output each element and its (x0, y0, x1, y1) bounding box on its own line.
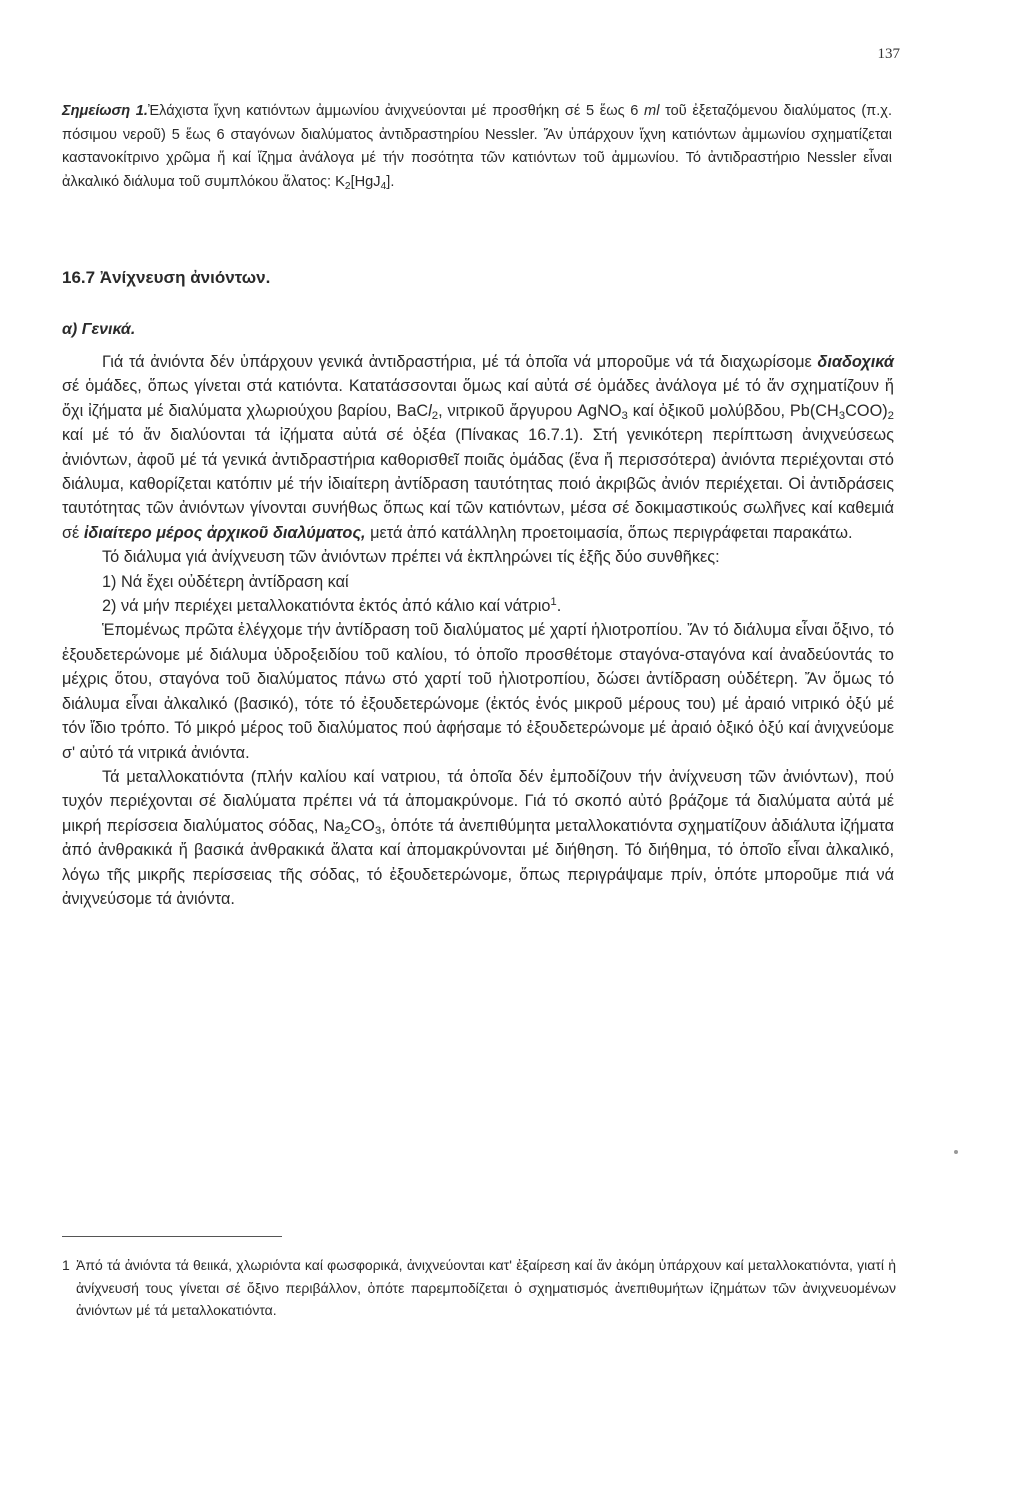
paragraph-conditions: Τό διάλυμα γιά ἀνίχνευση τῶν ἀνιόντων πρέπει νά ἐκπληρώνει τίς ἑξῆς δύο συνθῆκες: (102, 548, 720, 567)
main-text (62, 350, 894, 911)
list-item: 2) νά μήν περιέχει μεταλλοκατιόντα ἐκτός ἀπό κάλιο καί νάτριο$^1$. (102, 596, 562, 616)
note-paragraph: Σημείωση 1.Ἐλάχιστα ἴχνη κατιόντων ἀμμωνίου ἀνιχνεύονται μέ προσθήκη σέ 5 ἕως 6 ml τοῦ ἐξεταζόμενου διαλύματος (π.χ. πόσιμου νεροῦ) 5 ἕως 6 σταγόνων διαλύματος ἀντιδραστηρίου Nessler. Ἄν ὑπάρχουν ἴχνη κατιόντων ἀμμωνίου σχηματίζεται καστανοκίτρινο χρῶμα ἤ καί ἴζημα ἀνάλογα μέ τήν ποσότητα τῶν κατιόντων τοῦ ἀμμωνίου. Τό ἀντιδραστήριο Nessler εἶναι ἀλκαλικό διάλυμα τοῦ συμπλόκου ἄλατος: $K_2[HgJ_4]$. (62, 103, 893, 192)
footnote (62, 1254, 896, 1322)
emphasis-sequential: διαδοχικά (817, 353, 894, 371)
footnote-text: Ἀπό τά ἀνιόντα τά θειικά, χλωριόντα καί φωσφορικά, ἀνιχνεύονται κατ' ἐξαίρεση καί ἄν ἀκόμη ὑπάρχουν καί μεταλλοκατιόντα, γιατί ἡ ἀνίχνευσή τους γίνεται σέ ὄξινο περιβάλλον, ὁπότε παρεμποδίζεται ὁ σχηματισμός ἀνεπιθυμήτων ἰζημάτων τῶν ἀνιχνευομένων ἀνιόντων μέ τά μεταλλοκατιόντα. (76, 1257, 896, 1318)
footnote-divider (62, 1236, 282, 1237)
page-number: 137 (877, 46, 900, 62)
section-heading: 16.7 Ἀνίχνευση ἀνιόντων. (62, 268, 271, 287)
footnote-number: 1 (62, 1257, 70, 1273)
emphasis-separate-portion: ἰδιαίτερο μέρος ἀρχικοῦ διαλύματος, (83, 523, 366, 542)
footnote-ref: 1 (550, 596, 557, 609)
paragraph-neutralization: Ἑπομένως πρῶτα ἐλέγχομε τήν ἀντίδραση τοῦ διαλύματος μέ χαρτί ἡλιοτροπίου. Ἄν τό διάλυμα εἶναι ὄξινο, τό ἐξουδετερώνομε μέ διάλυμα ὑδροξειδίου τοῦ καλίου, τό ὁποῖο προσθέτομε σταγόνα-σταγόνα καί ἀναδεύοντάς το μέχρις ὅτου, σταγόνα τοῦ διαλύματος πάνω στό χαρτί τοῦ ἡλιοτροπίου, δώσει ἀντίδραση οὐδέτερη. Ἄν ὅμως τό διάλυμα εἶναι ἀλκαλικό (βασικό), τότε τό ἐξουδετερώνομε (ἐκτός ἑνός μικροῦ μέρους του) μέ ἀραιό νιτρικό ὀξύ μέ τόν ἴδιο τρόπο. Τό μικρό μέρος τοῦ διαλύματος πού ἀφήσαμε τό ἐξουδετερώνομε μέ ἀραιό ὀξικό ὀξύ καί ἀνιχνεύομε σ' αὐτό τά νιτρικά ἀνιόντα. (62, 621, 894, 762)
note-unit: ml (644, 103, 660, 119)
margin-dot (954, 1150, 958, 1154)
note-label: Σημείωση 1. (62, 103, 148, 119)
list-item: 1) Νά ἔχει οὐδέτερη ἀντίδραση καί (102, 572, 349, 591)
note-text: Ἐλάχιστα ἴχνη κατιόντων ἀμμωνίου ἀνιχνεύονται μέ προσθήκη σέ 5 ἕως 6 (147, 103, 645, 119)
subsection-heading: α) Γενικά. (62, 321, 136, 338)
paragraph-general: Γιά τά ἀνιόντα δέν ὑπάρχουν γενικά ἀντιδραστήρια, μέ τά ὁποῖα νά μποροῦμε νά τά διαχωρίσομε διαδοχικά σέ ὁμάδες, ὅπως γίνεται στά κατιόντα. Κατατάσσονται ὅμως καί αὐτά σέ ὁμάδες ἀνάλογα μέ τό ἄν σχηματίζουν ἤ ὄχι ἰζήματα μέ διαλύματα χλωριούχου βαρίου, BaCl$_2$, νιτρικοῦ ἄργυρου AgNO$_3$ καί ὀξικοῦ μολύβδου, $Pb(CH_3COO)_2$ καί μέ τό ἄν διαλύονται τά ἰζήματα αὐτά σέ ὀξέα (Πίνακας 16.7.1). Στή γενικότερη περίπτωση ἀνιχνεύσεως ἀνιόντων, ἀφοῦ μέ τά γενικά ἀντιδραστήρια καθορισθεῖ ποιᾶς ὁμάδας (ἕνα ἤ περισσότερα) ἀνιόντα περιέχονται στό διάλυμα, καθορίζεται κατόπιν μέ τήν ἰδιαίτερη ἀντίδραση ταυτότητας ποιό ἀκριβῶς ἀνιόν περιέχεται. Οἱ ἀντιδράσεις ταυτότητας τῶν ἀνιόντων γίνονται συνήθως ὅπως καί τῶν κατιόντων, μέσα σέ δοκιμαστικούς σωλῆνες καί καθεμιά σέ ἰδιαίτερο μέρος ἀρχικοῦ διαλύματος, μετά ἀπό κατάλληλη προετοιμασία, ὅπως περιγράφεται παρακάτω. (62, 353, 894, 542)
paragraph-metal-cations: Τά μεταλλοκατιόντα (πλήν καλίου καί νατριου, τά ὁποῖα δέν ἐμποδίζουν τήν ἀνίχνευση τῶν ἀνιόντων), πού τυχόν περιέχονται σέ διαλύματα πρέπει νά τά ἀπομακρύνομε. Γιά τό σκοπό αὐτό βράζομε τά διαλύματα αὐτά μέ μικρή περίσσεια διαλύματος σόδας, $Na_2CO_3$, ὁπότε τά ἀνεπιθύμητα μεταλλοκατιόντα σχηματίζουν ἀδιάλυτα ἰζήματα ἀπό ἀνθρακικά ἤ βασικά ἀνθρακικά ἄλατα καί ἀπομακρύνονται μέ διήθηση. Τό διήθημα, τό ὁποῖο εἶναι ἀλκαλικό, λόγω τῆς μικρῆς περίσσειας τῆς σόδας, τό ἐξουδετερώνομε, ὅπως περιγράψαμε πρίν, ὁπότε μποροῦμε πιά νά ἀνιχνεύσομε τά ἀνιόντα. (62, 767, 894, 908)
